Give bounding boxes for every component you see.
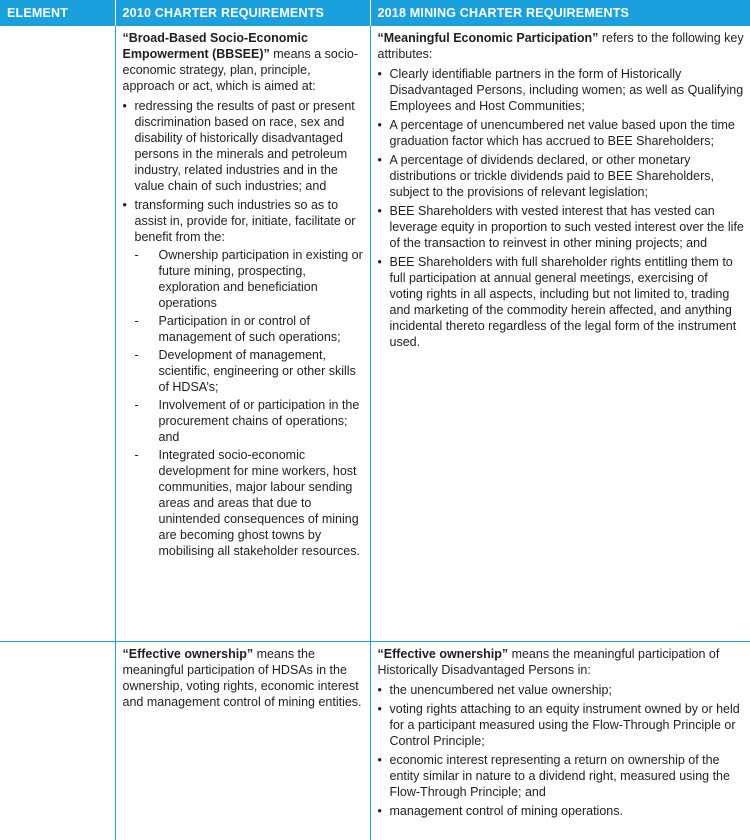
list-item: • Clearly identifiable partners in the form of Historically Disadvantaged Persons, including women; as well as Qualifying Employees and Host Communities;	[378, 66, 745, 114]
header-element: ELEMENT	[0, 0, 115, 26]
list-item: • A percentage of dividends declared, or other monetary distributions or trickle dividends paid to BEE Shareholders, subject to the provisions of relevant legislation;	[378, 152, 745, 200]
element-cell	[0, 642, 115, 840]
header-2018-charter: 2018 MINING CHARTER REQUIREMENTS	[370, 0, 750, 26]
list-item: • BEE Shareholders with full shareholder rights entitling them to full participation at annual general meetings, exercising of voting rights in all aspects, including but not limited to, trading and marketing of the commodity herein affected, and anything incidental thereto regardless of the legal form of the instrument used.	[378, 254, 745, 350]
defined-term: “Effective ownership”	[377, 647, 509, 661]
defined-term: “Broad-Based Socio-Economic Empowerment (BBSEE)”	[122, 31, 308, 61]
definition-paragraph	[378, 30, 745, 62]
cell-2018-meaningful-participation	[370, 26, 750, 642]
definition-text: refers to the following key attributes:	[377, 31, 744, 61]
table-row	[0, 26, 750, 642]
list-item: • A percentage of unencumbered net value based upon the time graduation factor which has accrued to BEE Shareholders;	[378, 117, 745, 149]
definition-paragraph	[378, 646, 745, 678]
list-item-text: transforming such industries so as to assist in, provide for, initiate, facilitate or benefit from the:	[134, 198, 356, 244]
list-item: - Ownership participation in existing or future mining, prospecting, exploration and beneficiation operations	[123, 247, 364, 311]
list-item: • management control of mining operations.	[378, 803, 745, 819]
list-item: - Participation in or control of management of such operations;	[123, 313, 364, 345]
table-header-row	[0, 0, 750, 26]
table-row	[0, 642, 750, 840]
list-item: - Integrated socio-economic development for mine workers, host communities, major labour sending areas and areas that due to unintended consequences of mining are becoming ghost towns by mobilising all stakeholder resources.	[123, 447, 364, 559]
bullet-list	[378, 682, 745, 819]
list-item: • redressing the results of past or present discrimination based on race, sex and disability of historically disadvantaged persons in the minerals and petroleum industry, related industries and in the value chain of such industries; and	[123, 98, 364, 194]
defined-term: “Meaningful Economic Participation”	[377, 31, 599, 45]
cell-2010-bbsee	[115, 26, 370, 642]
definition-paragraph	[123, 30, 364, 94]
dash-list	[123, 247, 364, 559]
definition-text: means a socio-economic strategy, plan, principle, approach or act, which is aimed at:	[122, 47, 358, 93]
list-item: • voting rights attaching to an equity instrument owned by or held for a participant measured using the Flow-Through Principle or Control Principle;	[378, 701, 745, 749]
list-item: - Development of management, scientific, engineering or other skills of HDSA’s;	[123, 347, 364, 395]
list-item: • the unencumbered net value ownership;	[378, 682, 745, 698]
definition-paragraph	[123, 646, 364, 710]
definition-text: means the meaningful participation of Historically Disadvantaged Persons in:	[377, 647, 720, 677]
header-2010-charter: 2010 CHARTER REQUIREMENTS	[115, 0, 370, 26]
element-cell	[0, 26, 115, 642]
cell-2018-effective-ownership	[370, 642, 750, 840]
bullet-list	[123, 98, 364, 245]
definition-text: means the meaningful participation of HDSAs in the ownership, voting rights, economic interest and management control of mining entities.	[122, 647, 362, 709]
cell-2010-effective-ownership	[115, 642, 370, 840]
list-item	[123, 197, 364, 245]
list-item: • BEE Shareholders with vested interest that has vested can leverage equity in proportion to such vested interest over the life of the transaction to reinvest in other mining projects; and	[378, 203, 745, 251]
list-item: - Involvement of or participation in the procurement chains of operations; and	[123, 397, 364, 445]
bullet-list	[378, 66, 745, 350]
list-item: • economic interest representing a return on ownership of the entity similar in nature to a dividend right, measured using the Flow-Through Principle; and	[378, 752, 745, 800]
defined-term: “Effective ownership”	[122, 647, 254, 661]
